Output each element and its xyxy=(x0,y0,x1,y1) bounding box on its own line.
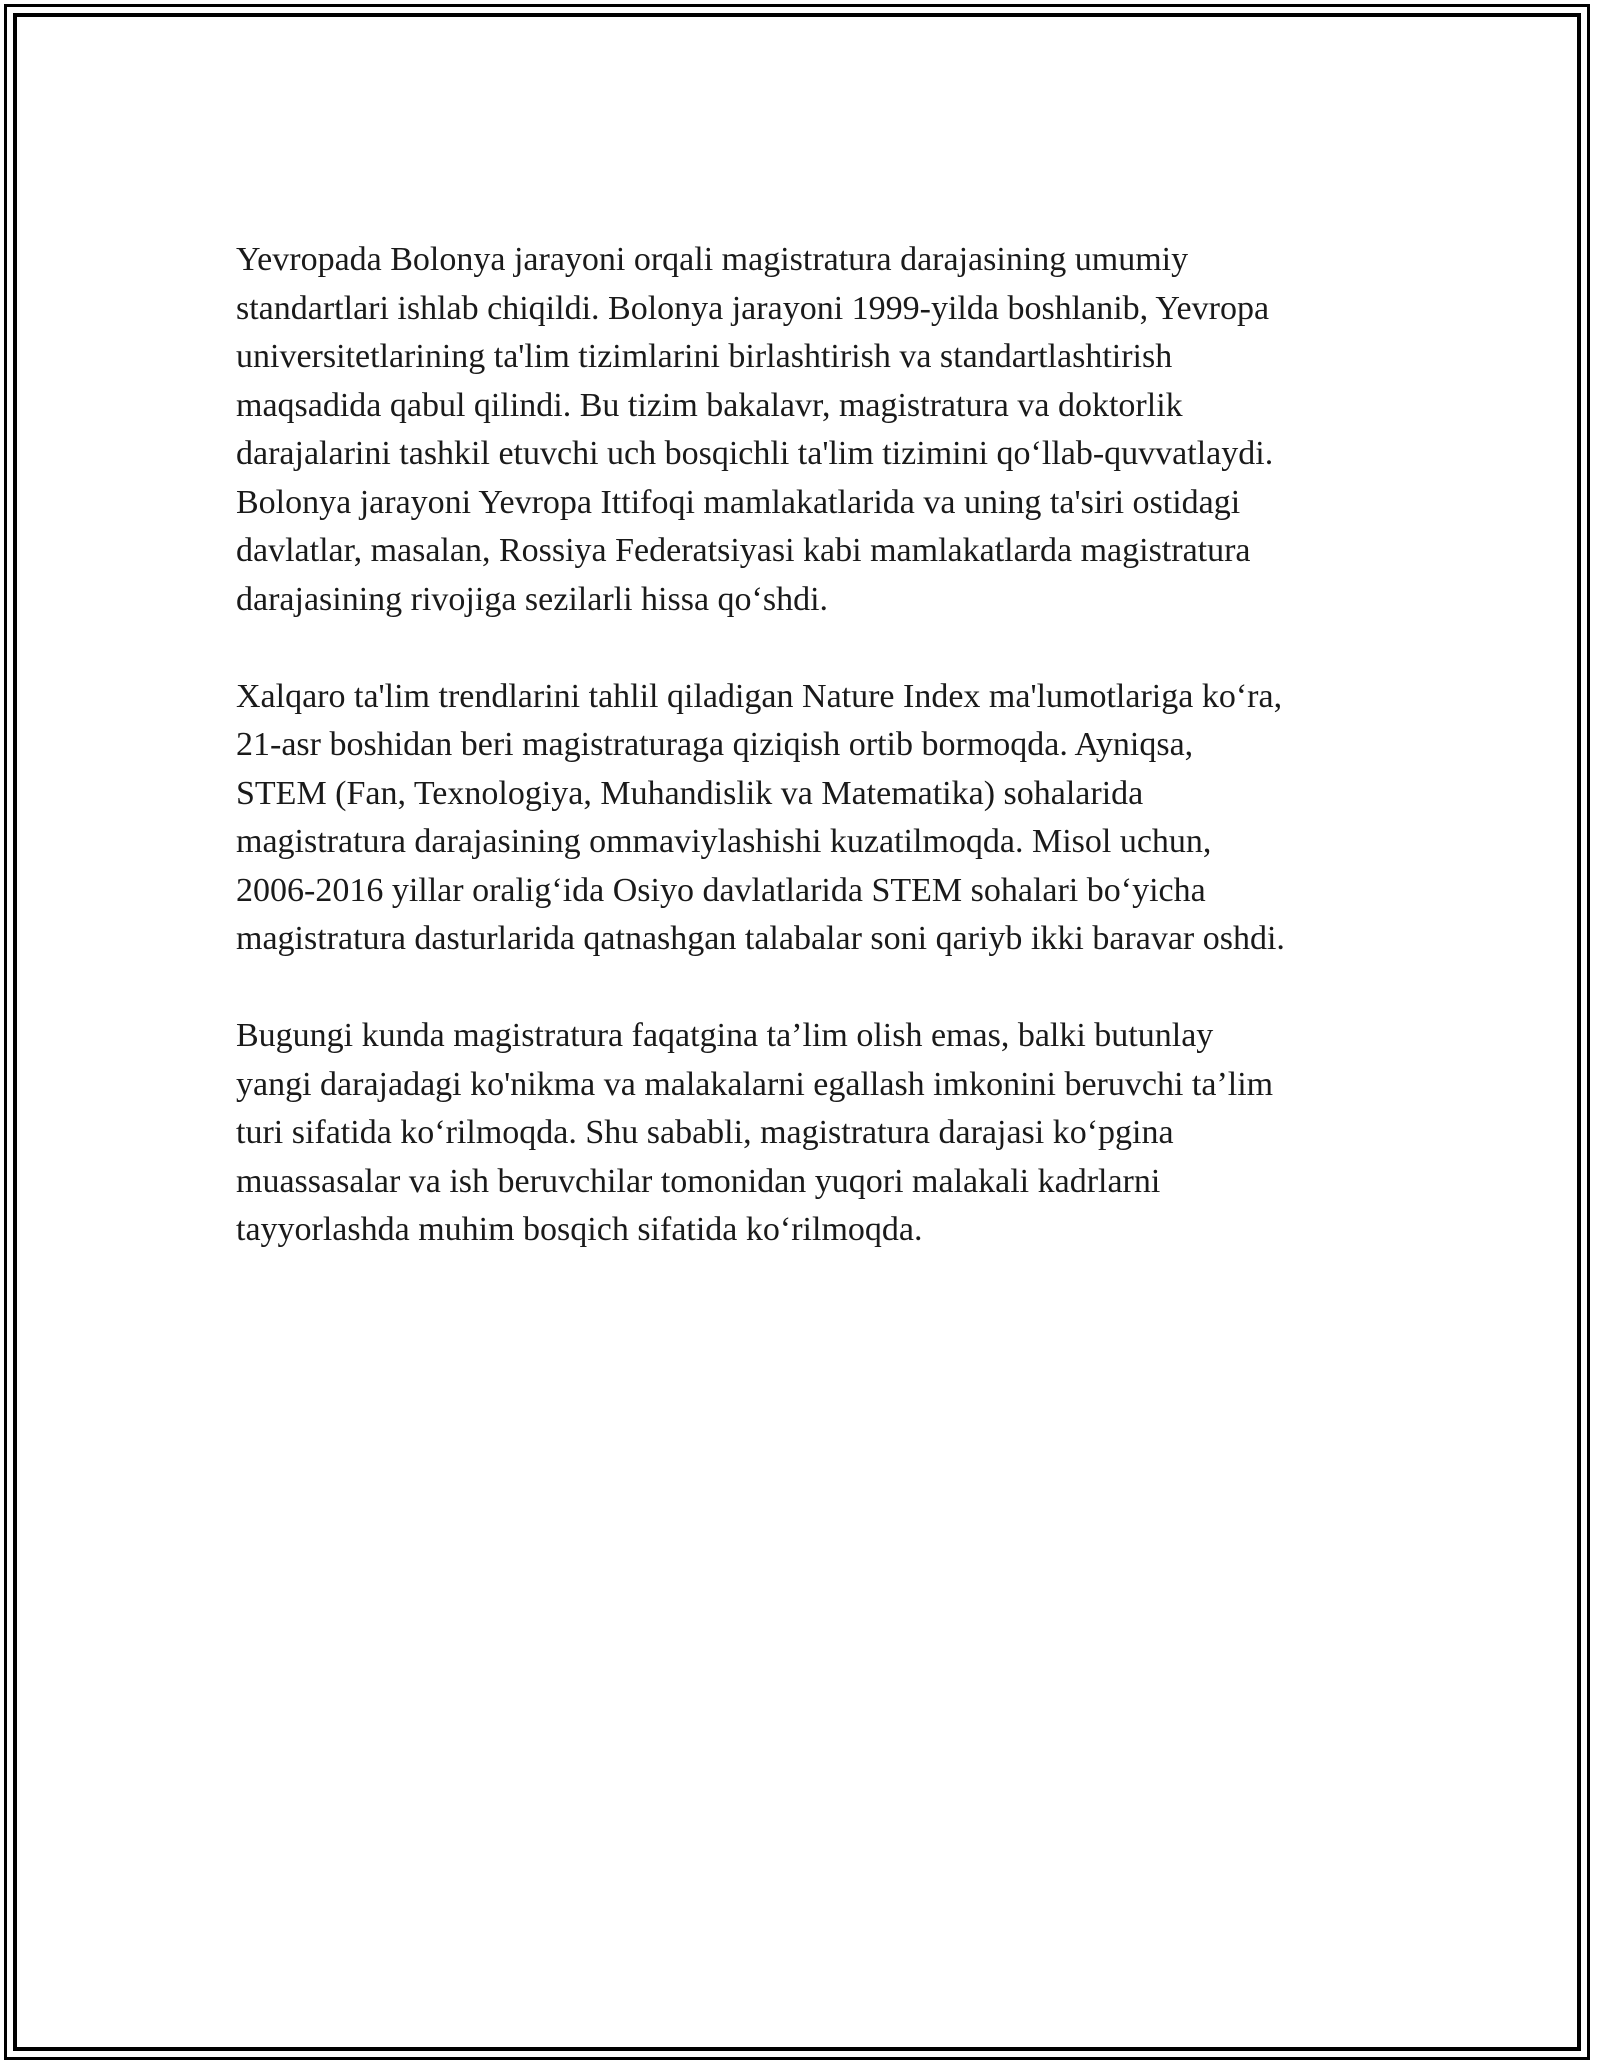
paragraph-bologna-process: Yevropada Bolonya jarayoni orqali magistratura darajasining umumiy standartlari ishlab chiqildi. Bolonya jarayoni 1999-yilda boshlanib, Yevropa universitetlarining ta'lim tizimlarini birlashtirish va standartlashtirish maqsadida qabul qilindi. Bu tizim bakalavr, magistratura va doktorlik darajalarini tashkil etuvchi uch bosqichli ta'lim tizimini qo‘llab-quvvatlaydi. Bolonya jarayoni Yevropa Ittifoqi mamlakatlarida va uning ta'siri ostidagi davlatlar, masalan, Rossiya Federatsiyasi kabi mamlakatlarda magistratura darajasining rivojiga sezilarli hissa qo‘shdi. xyxy=(236,241,1274,618)
paragraph-nature-index: Xalqaro ta'lim trendlarini tahlil qiladigan Nature Index ma'lumotlariga ko‘ra, 21-asr boshidan beri magistraturaga qiziqish ortib bormoqda. Ayniqsa, STEM (Fan, Texnologiya, Muhandislik va Matematika) sohalarida magistratura darajasining ommaviylashishi kuzatilmoqda. Misol uchun, 2006-2016 yillar oralig‘ida Osiyo davlatlarida STEM sohalari bo‘yicha magistratura dasturlarida qatnashgan talabalar soni qariyb ikki baravar oshdi. xyxy=(236,677,1285,957)
paragraph-today: Bugungi kunda magistratura faqatgina ta’lim olish emas, balki butunlay yangi darajadagi ko'nikma va malakalarni egallash imkonini beruvchi ta’lim turi sifatida ko‘rilmoqda. Shu sababli, magistratura darajasi ko‘pgina muassasalar va ish beruvchilar tomonidan yuqori malakali kadrlarni tayyorlashda muhim bosqich sifatida ko‘rilmoqda. xyxy=(236,1017,1274,1248)
document-body xyxy=(236,236,1386,1303)
